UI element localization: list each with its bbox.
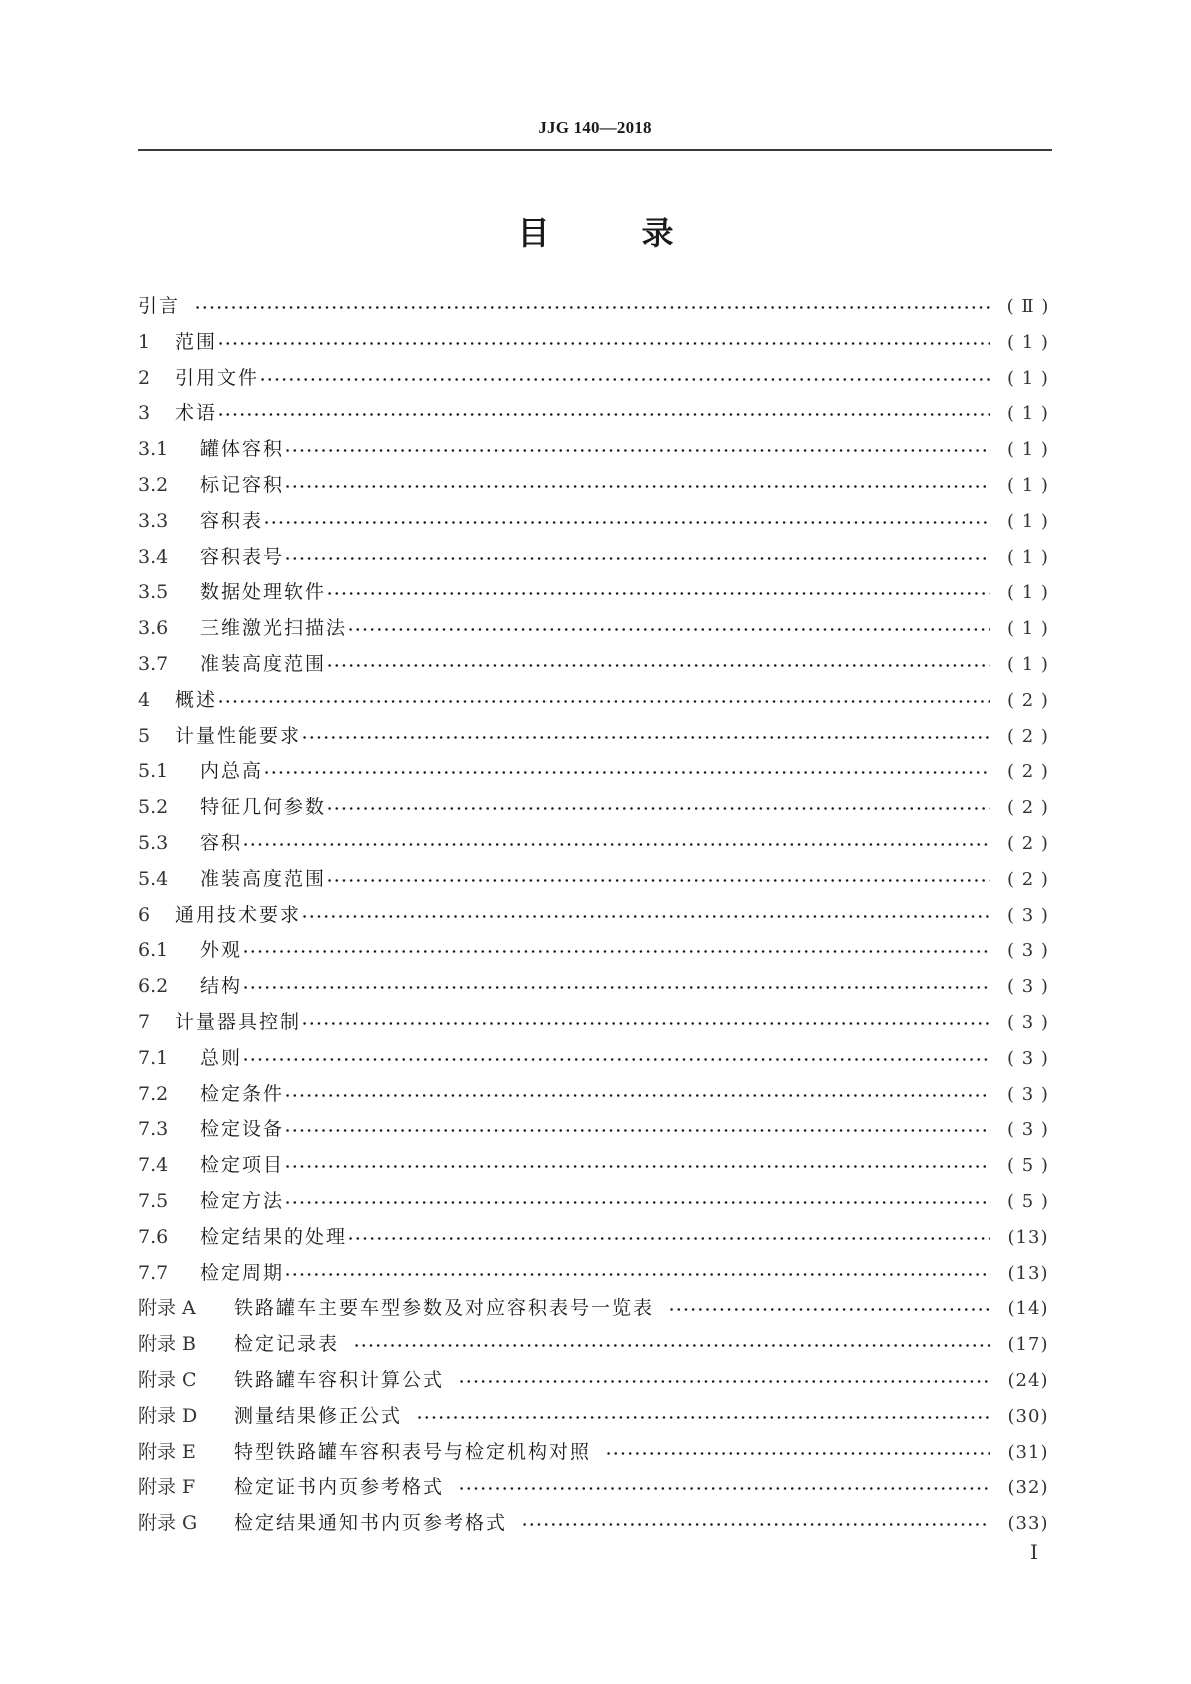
toc-entry[interactable] (138, 325, 1052, 361)
running-header (138, 118, 1052, 138)
toc-entry-page: ( 1 ) (1007, 510, 1049, 532)
toc-entry-number: 2 (138, 366, 151, 389)
dot-leader (194, 289, 990, 325)
toc-entry[interactable] (138, 754, 1052, 790)
dot-leader (284, 1112, 990, 1148)
toc-entry-number: 7.1 (138, 1046, 169, 1069)
toc-entry-page: (13) (1007, 1226, 1049, 1248)
toc-entry-number: 附录 F (138, 1476, 196, 1499)
toc-entry[interactable] (138, 1077, 1052, 1113)
dot-leader (353, 1327, 990, 1363)
toc-entry[interactable] (138, 969, 1052, 1005)
toc-entry-number: 5.4 (138, 867, 169, 890)
toc-entry-number: 7.4 (138, 1154, 169, 1177)
toc-entry-page: ( 3 ) (1007, 904, 1049, 926)
toc-entry-number: 5.2 (138, 796, 169, 819)
toc-entry-title: 结构 (200, 975, 243, 998)
dot-leader (242, 969, 990, 1005)
toc-entry[interactable] (138, 611, 1052, 647)
dot-leader (326, 790, 990, 826)
dot-leader (326, 575, 990, 611)
toc-entry[interactable] (138, 432, 1052, 468)
dot-leader (217, 396, 990, 432)
toc-entry[interactable] (138, 1005, 1052, 1041)
toc-entry-number: 附录 E (138, 1440, 196, 1463)
toc-entry-title: 检定设备 (200, 1118, 285, 1141)
toc-entry-title: 检定项目 (200, 1154, 285, 1177)
toc-entry-page: ( 1 ) (1007, 403, 1049, 425)
toc-entry-title: 范围 (175, 330, 218, 353)
dot-leader (242, 1041, 990, 1077)
page-title-char-1: 目 (517, 214, 550, 252)
dot-leader (301, 1005, 990, 1041)
toc-entry-title: 总则 (200, 1046, 243, 1069)
toc-entry-number: 6.1 (138, 939, 169, 962)
toc-entry[interactable] (138, 1291, 1052, 1327)
toc-entry-number: 6 (138, 903, 151, 926)
toc-entry[interactable] (138, 575, 1052, 611)
toc-entry-page: ( 1 ) (1007, 474, 1049, 496)
dot-leader (284, 540, 990, 576)
toc-entry-page: (17) (1007, 1334, 1049, 1356)
dot-leader (347, 611, 990, 647)
dot-leader (217, 683, 990, 719)
toc-entry[interactable] (138, 1327, 1052, 1363)
toc-entry-number: 3.2 (138, 473, 169, 496)
toc-entry-number: 7.3 (138, 1118, 169, 1141)
page-title (0, 208, 1191, 254)
dot-leader (284, 1184, 990, 1220)
toc-entry-title: 测量结果修正公式 (234, 1404, 403, 1427)
toc-entry-page: (31) (1007, 1441, 1049, 1463)
toc-entry-page: (14) (1007, 1298, 1049, 1320)
dot-leader (458, 1363, 990, 1399)
toc-entry-title: 引用文件 (175, 366, 260, 389)
toc-entry-title: 计量器具控制 (175, 1010, 302, 1033)
dot-leader (284, 1148, 990, 1184)
dot-leader (263, 504, 990, 540)
toc-entry-page: ( 1 ) (1007, 618, 1049, 640)
dot-leader (263, 754, 990, 790)
toc-entry-page: ( Ⅱ ) (1006, 296, 1050, 317)
toc-entry-title: 特型铁路罐车容积表号与检定机构对照 (234, 1440, 592, 1463)
toc-entry-title: 检定记录表 (234, 1333, 340, 1356)
toc-entry-title: 检定结果的处理 (200, 1225, 348, 1248)
toc-entry-number: 附录 G (138, 1512, 198, 1535)
toc-entry-title: 检定证书内页参考格式 (234, 1476, 445, 1499)
toc-entry-number: 5.1 (138, 760, 169, 783)
toc-entry-page: ( 1 ) (1007, 439, 1049, 461)
toc-entry-title: 概述 (175, 688, 218, 711)
toc-entry-title: 特征几何参数 (200, 796, 327, 819)
toc-entry-title: 铁路罐车主要车型参数及对应容积表号一览表 (234, 1297, 655, 1320)
dot-leader (458, 1470, 990, 1506)
toc-entry-number: 7 (138, 1010, 151, 1033)
dot-leader (284, 1256, 990, 1292)
toc-entry-number: 3 (138, 402, 151, 425)
toc-entry[interactable] (138, 1470, 1052, 1506)
toc-entry-page: ( 5 ) (1007, 1155, 1049, 1177)
toc-entry-page: (33) (1007, 1513, 1049, 1535)
toc-entry-number: 1 (138, 330, 151, 353)
toc-entry-number: 6.2 (138, 975, 169, 998)
dot-leader (347, 1220, 990, 1256)
toc-entry-number: 3.7 (138, 652, 169, 675)
toc-entry-title: 准装高度范围 (200, 652, 327, 675)
dot-leader (284, 468, 990, 504)
toc-entry[interactable] (138, 540, 1052, 576)
toc-entry-title: 检定方法 (200, 1189, 285, 1212)
toc-entry-page: ( 2 ) (1007, 797, 1049, 819)
toc-entry[interactable] (138, 862, 1052, 898)
toc-entry-page: ( 2 ) (1007, 832, 1049, 854)
toc-entry-title: 外观 (200, 939, 243, 962)
toc-entry-page: ( 3 ) (1007, 976, 1049, 998)
toc-entry-number: 7.5 (138, 1189, 169, 1212)
toc-entry-number: 附录 B (138, 1333, 197, 1356)
toc-entry-page: ( 3 ) (1007, 1083, 1049, 1105)
toc-entry-number: 7.6 (138, 1225, 169, 1248)
toc-entry[interactable] (138, 933, 1052, 969)
toc-entry-title: 铁路罐车容积计算公式 (234, 1368, 445, 1391)
toc-entry-number: 7.7 (138, 1261, 169, 1284)
toc-entry-title: 标记容积 (200, 473, 285, 496)
toc-entry-number: 附录 A (138, 1297, 196, 1320)
dot-leader (416, 1399, 990, 1435)
toc-entry[interactable] (138, 289, 1052, 325)
header-rule (138, 149, 1052, 151)
toc-entry-page: ( 3 ) (1007, 1119, 1049, 1141)
table-of-contents (138, 289, 1052, 1542)
toc-entry[interactable] (138, 1506, 1052, 1542)
toc-entry-title: 数据处理软件 (200, 581, 327, 604)
toc-entry-title: 容积表 (200, 509, 264, 532)
dot-leader (284, 432, 990, 468)
toc-entry[interactable] (138, 396, 1052, 432)
toc-entry-page: ( 3 ) (1007, 1047, 1049, 1069)
toc-entry-number: 附录 D (138, 1404, 198, 1427)
toc-entry-title: 检定周期 (200, 1261, 285, 1284)
dot-leader (259, 361, 990, 397)
toc-entry-number: 3.4 (138, 545, 169, 568)
toc-entry[interactable] (138, 898, 1052, 934)
toc-entry-title: 引言 (138, 295, 181, 317)
toc-entry-page: ( 1 ) (1007, 653, 1049, 675)
toc-entry-title: 内总高 (200, 760, 264, 783)
toc-entry-page: ( 3 ) (1007, 940, 1049, 962)
toc-entry-page: ( 1 ) (1007, 546, 1049, 568)
toc-entry[interactable] (138, 1220, 1052, 1256)
toc-entry-title: 三维激光扫描法 (200, 617, 348, 640)
toc-entry[interactable] (138, 468, 1052, 504)
toc-entry[interactable] (138, 1148, 1052, 1184)
toc-entry[interactable] (138, 647, 1052, 683)
toc-entry-page: (24) (1007, 1369, 1049, 1391)
toc-entry-number: 5.3 (138, 831, 169, 854)
toc-entry-page: (32) (1007, 1477, 1049, 1499)
toc-entry[interactable] (138, 826, 1052, 862)
toc-entry[interactable] (138, 1363, 1052, 1399)
toc-entry-title: 检定条件 (200, 1082, 285, 1105)
dot-leader (605, 1435, 990, 1471)
page-number: I (1030, 1540, 1038, 1564)
toc-entry-page: ( 1 ) (1007, 582, 1049, 604)
dot-leader (242, 933, 990, 969)
dot-leader (242, 826, 990, 862)
toc-entry-page: ( 2 ) (1007, 725, 1049, 747)
toc-entry[interactable] (138, 683, 1052, 719)
toc-entry[interactable] (138, 1399, 1052, 1435)
toc-entry-number: 5 (138, 724, 151, 747)
toc-entry-page: ( 1 ) (1007, 331, 1049, 353)
document-code: JJG 140—2018 (538, 118, 652, 137)
toc-entry-title: 准装高度范围 (200, 867, 327, 890)
dot-leader (301, 898, 990, 934)
toc-entry[interactable] (138, 1041, 1052, 1077)
toc-entry-page: ( 2 ) (1007, 689, 1049, 711)
toc-entry-page: ( 1 ) (1007, 367, 1049, 389)
toc-entry[interactable] (138, 1184, 1052, 1220)
toc-entry-title: 罐体容积 (200, 438, 285, 461)
toc-entry-page: ( 5 ) (1007, 1190, 1049, 1212)
toc-entry-title: 容积表号 (200, 545, 285, 568)
toc-entry-page: (13) (1007, 1262, 1049, 1284)
dot-leader (284, 1077, 990, 1113)
toc-entry[interactable] (138, 504, 1052, 540)
toc-entry[interactable] (138, 361, 1052, 397)
toc-entry-page: ( 3 ) (1007, 1011, 1049, 1033)
toc-entry[interactable] (138, 790, 1052, 826)
toc-entry[interactable] (138, 719, 1052, 755)
toc-entry-title: 术语 (175, 402, 218, 425)
toc-entry-page: ( 2 ) (1007, 761, 1049, 783)
dot-leader (301, 719, 990, 755)
dot-leader (326, 862, 990, 898)
toc-entry-page: ( 2 ) (1007, 868, 1049, 890)
toc-entry-number: 3.3 (138, 509, 169, 532)
dot-leader (217, 325, 990, 361)
toc-entry-number: 3.1 (138, 438, 169, 461)
dot-leader (326, 647, 990, 683)
toc-entry-title: 检定结果通知书内页参考格式 (234, 1512, 508, 1535)
toc-entry[interactable] (138, 1256, 1052, 1292)
toc-entry-number: 附录 C (138, 1368, 197, 1391)
dot-leader (668, 1291, 990, 1327)
toc-entry[interactable] (138, 1112, 1052, 1148)
toc-entry-number: 7.2 (138, 1082, 169, 1105)
toc-entry-title: 容积 (200, 831, 243, 854)
toc-entry-number: 4 (138, 688, 151, 711)
dot-leader (521, 1506, 990, 1542)
toc-entry-number: 3.6 (138, 617, 169, 640)
toc-entry-number: 3.5 (138, 581, 169, 604)
toc-entry[interactable] (138, 1435, 1052, 1471)
toc-entry-page: (30) (1007, 1405, 1049, 1427)
toc-entry-title: 计量性能要求 (175, 724, 302, 747)
toc-entry-title: 通用技术要求 (175, 903, 302, 926)
page-title-char-2: 录 (641, 214, 674, 252)
